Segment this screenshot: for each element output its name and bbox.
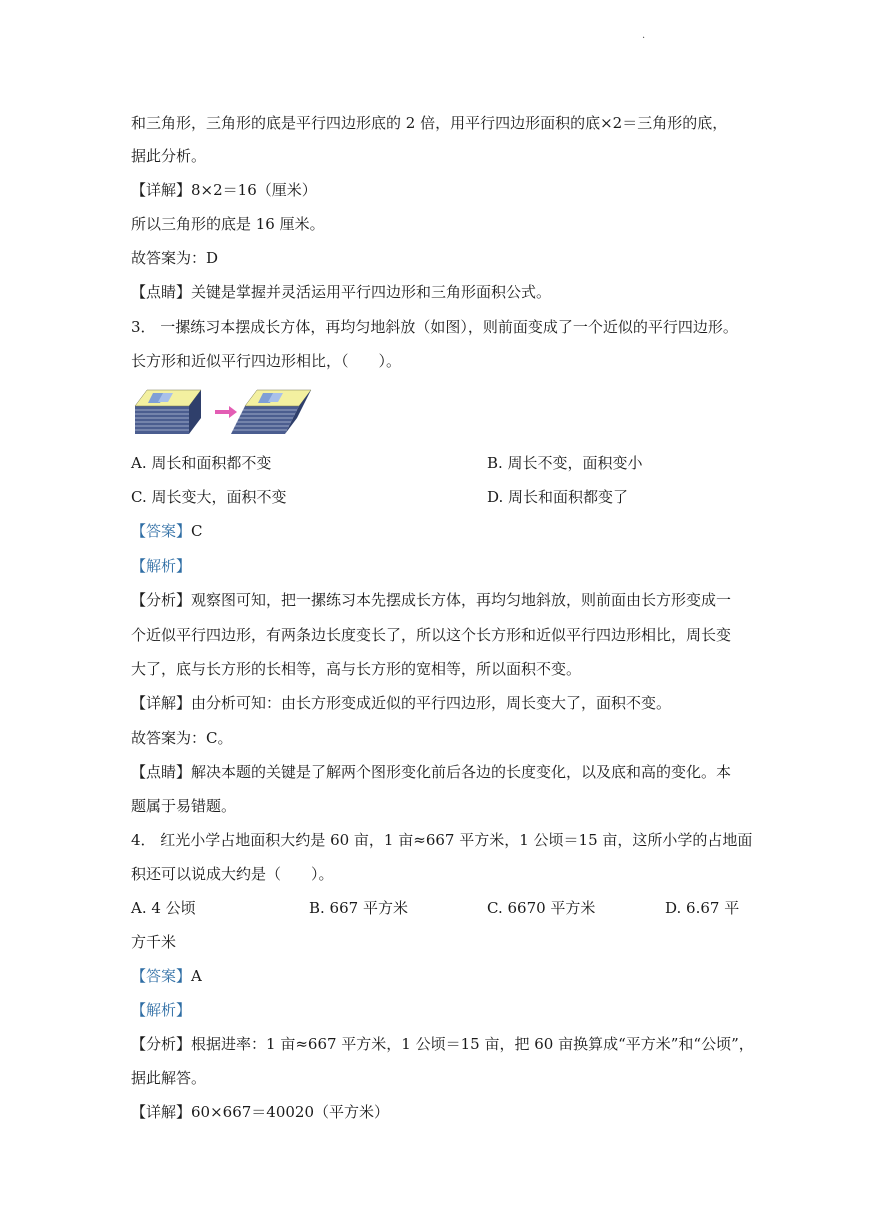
analysis-text: 根据进率：1 亩≈667 平方米，1 公顷＝15 亩，把 60 亩换算成“平方米”和“公顷”， xyxy=(191,1035,754,1053)
q4-answer xyxy=(131,966,202,986)
q3-stem-line: 3． 一摞练习本摆成长方体，再均匀地斜放（如图），则前面变成了一个近似的平行四边形。 xyxy=(131,318,738,336)
q2-detail xyxy=(131,180,317,200)
q2-answer-line: 故答案为：D xyxy=(131,249,219,267)
q4-analysis-tag: 【解析】 xyxy=(131,1001,192,1019)
q3-analysis-tag: 【解析】 xyxy=(131,557,192,575)
q4-option-d-cont: 方千米 xyxy=(131,933,177,951)
header-mark: · xyxy=(642,33,646,44)
comment-tag: 【点睛】 xyxy=(131,283,192,301)
detail-tag: 【详解】 xyxy=(131,694,192,712)
q2-text-line: 和三角形，三角形的底是平行四边形底的 2 倍，用平行四边形面积的底×2＝三角形的底， xyxy=(131,114,728,132)
q4-option-d: D. 6.67 平 xyxy=(665,899,740,917)
q4-option-a: A. 4 公顷 xyxy=(131,899,196,917)
q3-option-c: C. 周长变大，面积不变 xyxy=(131,488,287,506)
q4-option-c: C. 6670 平方米 xyxy=(487,899,596,917)
analysis-label: 【分析】 xyxy=(131,591,192,609)
q4-detail xyxy=(131,1102,389,1122)
q4-analysis-line: 据此解答。 xyxy=(131,1069,207,1087)
q3-option-a: A. 周长和面积都不变 xyxy=(131,454,272,472)
q2-comment xyxy=(131,282,551,302)
q4-stem-line: 4． 红光小学占地面积大约是 60 亩，1 亩≈667 平方米，1 公顷＝15 亩，这所小学的占地面 xyxy=(131,831,753,849)
q4-analysis-line xyxy=(131,1034,754,1054)
answer-tag: 【答案】 xyxy=(131,967,192,985)
q3-answer-line: 故答案为：C。 xyxy=(131,729,233,747)
q3-comment xyxy=(131,762,731,782)
q4-stem-line: 积还可以说成大约是（ ）。 xyxy=(131,865,334,883)
detail-tag: 【详解】 xyxy=(131,181,192,199)
q3-analysis-line: 大了，底与长方形的长相等，高与长方形的宽相等，所以面积不变。 xyxy=(131,660,582,678)
comment-text: 关键是掌握并灵活运用平行四边形和三角形面积公式。 xyxy=(191,283,552,301)
answer-tag: 【答案】 xyxy=(131,522,192,540)
q3-comment-line: 题属于易错题。 xyxy=(131,797,237,815)
q3-option-b: B. 周长不变，面积变小 xyxy=(487,454,643,472)
q3-detail xyxy=(131,693,671,713)
q3-stem-line: 长方形和近似平行四边形相比，（ ）。 xyxy=(131,352,402,370)
answer-value: C xyxy=(191,522,203,540)
analysis-label: 【分析】 xyxy=(131,1035,192,1053)
comment-text: 解决本题的关键是了解两个图形变化前后各边的长度变化，以及底和高的变化。本 xyxy=(191,763,732,781)
upright-book-stack xyxy=(135,390,201,434)
detail-tag: 【详解】 xyxy=(131,1103,192,1121)
arrow-icon xyxy=(215,406,237,418)
slanted-book-stack xyxy=(231,390,311,434)
q2-text-line: 据此分析。 xyxy=(131,147,207,165)
book-stack-figure xyxy=(133,388,333,438)
comment-tag: 【点睛】 xyxy=(131,763,192,781)
detail-text: 8×2＝16（厘米） xyxy=(191,181,317,199)
answer-value: A xyxy=(191,967,202,985)
q2-conclusion: 所以三角形的底是 16 厘米。 xyxy=(131,215,325,233)
detail-text: 由分析可知：由长方形变成近似的平行四边形，周长变大了，面积不变。 xyxy=(191,694,672,712)
analysis-text: 观察图可知，把一摞练习本先摆成长方体，再均匀地斜放，则前面由长方形变成一 xyxy=(191,591,732,609)
detail-text: 60×667＝40020（平方米） xyxy=(191,1103,390,1121)
q3-analysis-line xyxy=(131,590,731,610)
q3-answer xyxy=(131,521,203,541)
q3-analysis-line: 个近似平行四边形，有两条边长度变长了，所以这个长方形和近似平行四边形相比，周长变 xyxy=(131,626,732,644)
q3-option-d: D. 周长和面积都变了 xyxy=(487,488,629,506)
q4-option-b: B. 667 平方米 xyxy=(309,899,408,917)
